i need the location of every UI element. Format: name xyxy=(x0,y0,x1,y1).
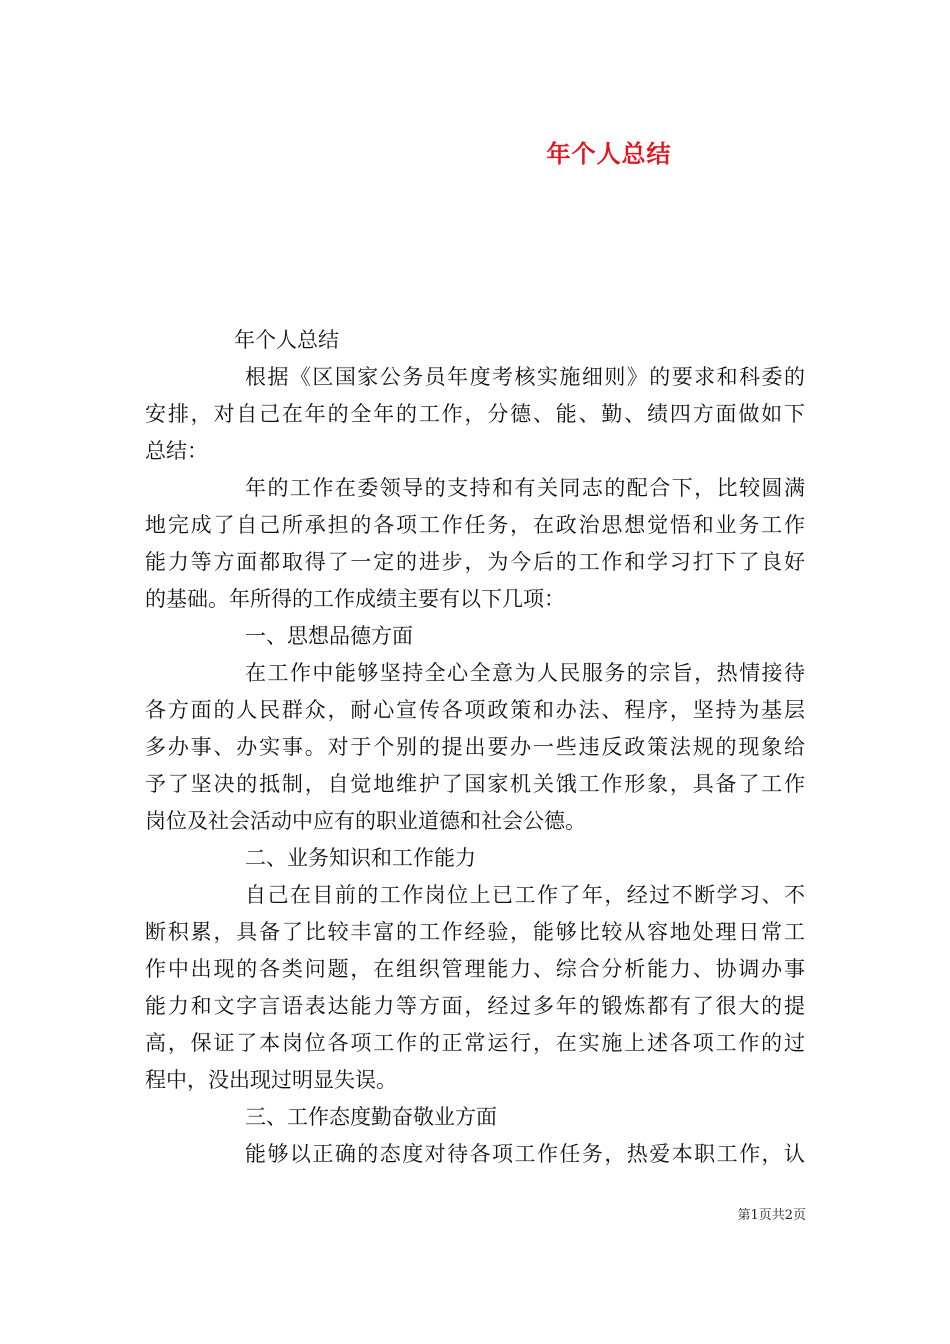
text-line: 作中出现的各类问题，在组织管理能力、综合分析能力、协调办事 xyxy=(145,957,805,981)
document-title: 年个人总结 xyxy=(546,139,672,168)
section-heading-2: 二、业务知识和工作能力 xyxy=(245,846,476,870)
text-line: 能力和文字言语表达能力等方面，经过多年的锻炼都有了很大的提 xyxy=(145,994,805,1018)
paragraph-section-1 xyxy=(145,655,805,840)
text-line: 予了坚决的抵制，自觉地维护了国家机关饿工作形象，具备了工作 xyxy=(145,772,805,796)
text-line: 安排，对自己在年的全年的工作，分德、能、勤、绩四方面做如下 xyxy=(145,402,805,426)
text-line: 年的工作在委领导的支持和有关同志的配合下，比较圆满 xyxy=(245,476,805,500)
page-number-footer: 第1页共2页 xyxy=(737,1208,806,1223)
text-line: 总结： xyxy=(145,439,208,463)
text-line: 多办事、办实事。对于个别的提出要办一些违反政策法规的现象给 xyxy=(145,735,805,759)
paragraph-section-3 xyxy=(145,1136,805,1173)
paragraph-intro xyxy=(145,359,805,470)
text-line: 能够以正确的态度对待各项工作任务，热爱本职工作，认 xyxy=(245,1142,805,1166)
text-line: 断积累，具备了比较丰富的工作经验，能够比较从容地处理日常工 xyxy=(145,920,805,944)
text-line: 程中，没出现过明显失误。 xyxy=(145,1068,397,1092)
text-line: 根据《区国家公务员年度考核实施细则》的要求和科委的 xyxy=(245,365,805,389)
text-line: 自己在目前的工作岗位上已工作了年，经过不断学习、不 xyxy=(245,883,805,907)
text-line: 地完成了自己所承担的各项工作任务，在政治思想觉悟和业务工作 xyxy=(145,513,805,537)
section-heading: 年个人总结 xyxy=(234,328,339,352)
paragraph-section-2 xyxy=(145,877,805,1099)
paragraph-overview xyxy=(145,470,805,618)
section-heading-1: 一、思想品德方面 xyxy=(245,624,413,648)
text-line: 各方面的人民群众，耐心宣传各项政策和办法、程序，坚持为基层 xyxy=(145,698,805,722)
section-heading-3: 三、工作态度勤奋敬业方面 xyxy=(245,1105,497,1129)
text-line: 在工作中能够坚持全心全意为人民服务的宗旨，热情接待 xyxy=(245,661,805,685)
text-line: 能力等方面都取得了一定的进步，为今后的工作和学习打下了良好 xyxy=(145,550,805,574)
text-line: 岗位及社会活动中应有的职业道德和社会公德。 xyxy=(145,809,586,833)
text-line: 高，保证了本岗位各项工作的正常运行，在实施上述各项工作的过 xyxy=(145,1031,805,1055)
document-body xyxy=(145,322,805,1173)
text-line: 的基础。年所得的工作成绩主要有以下几项： xyxy=(145,587,565,611)
